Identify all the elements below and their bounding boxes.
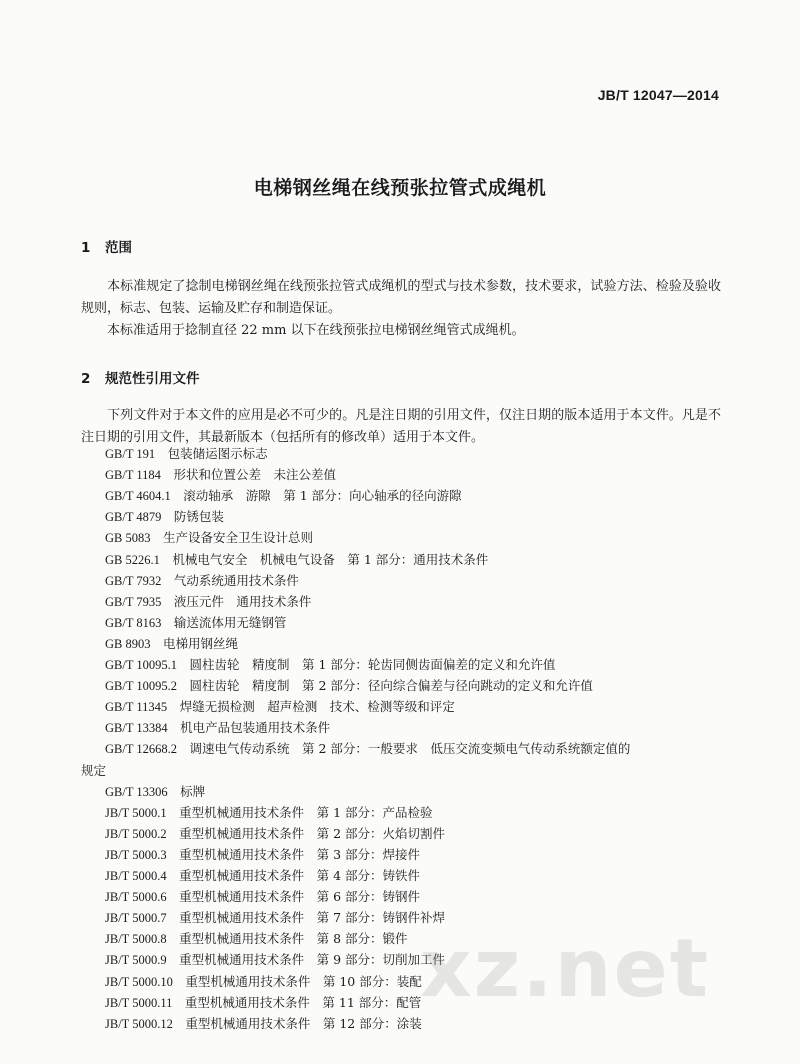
reference-title: 重型机械通用技术条件 第 10 部分：装配 bbox=[185, 973, 422, 989]
reference-title: 圆柱齿轮 精度制 第 1 部分：轮齿同侧齿面偏差的定义和允许值 bbox=[189, 657, 556, 672]
reference-title: 重型机械通用技术条件 第 1 部分：产品检验 bbox=[179, 804, 433, 820]
section-number: 2 bbox=[81, 371, 91, 387]
reference-code: GB/T 7932 bbox=[105, 573, 162, 588]
reference-title: 输送流体用无缝钢管 bbox=[173, 614, 287, 630]
reference-code: GB 8903 bbox=[105, 636, 151, 651]
reference-code: GB/T 10095.2 bbox=[105, 679, 177, 694]
section-2-heading bbox=[81, 367, 200, 387]
reference-code: GB/T 191 bbox=[105, 447, 156, 461]
reference-item bbox=[105, 613, 286, 631]
reference-title: 包装储运图示标志 bbox=[167, 446, 268, 461]
reference-title: 标牌 bbox=[180, 783, 206, 799]
reference-code: GB/T 7935 bbox=[105, 594, 162, 609]
reference-title: 机电产品包装通用技术条件 bbox=[180, 720, 331, 736]
reference-title: 圆柱齿轮 精度制 第 2 部分：径向综合偏差与径向跳动的定义和允许值 bbox=[189, 678, 593, 694]
reference-title: 重型机械通用技术条件 第 6 部分：铸钢件 bbox=[179, 889, 421, 905]
section-number: 1 bbox=[81, 240, 91, 256]
reference-code: JB/T 5000.3 bbox=[105, 847, 167, 862]
reference-title: 液压元件 通用技术条件 bbox=[173, 593, 312, 609]
reference-code: JB/T 5000.12 bbox=[105, 1016, 173, 1031]
reference-code: GB/T 13384 bbox=[105, 721, 168, 736]
section-title: 规范性引用文件 bbox=[105, 371, 200, 387]
reference-title: 重型机械通用技术条件 第 7 部分：铸钢件补焊 bbox=[179, 910, 446, 926]
reference-code: JB/T 5000.2 bbox=[105, 826, 167, 841]
reference-title-continuation: 规定 bbox=[81, 762, 107, 778]
reference-title: 重型机械通用技术条件 第 9 部分：切削加工件 bbox=[179, 952, 446, 968]
reference-item bbox=[105, 465, 336, 483]
reference-item bbox=[105, 550, 488, 568]
reference-title: 重型机械通用技术条件 第 11 部分：配管 bbox=[184, 994, 422, 1010]
reference-code: JB/T 5000.7 bbox=[105, 911, 167, 926]
reference-item bbox=[105, 803, 433, 821]
document-title: 电梯钢丝绳在线预张拉管式成绳机 bbox=[253, 177, 547, 199]
reference-code: GB/T 4879 bbox=[105, 510, 162, 525]
reference-code: GB 5226.1 bbox=[105, 552, 160, 567]
reference-title: 焊缝无损检测 超声检测 技术、检测等级和评定 bbox=[179, 699, 455, 715]
reference-item bbox=[105, 718, 330, 736]
reference-title: 防锈包装 bbox=[173, 509, 224, 525]
paragraph-text: 下列文件对于本文件的应用是必不可少的。凡是注日期的引用文件，仅注日期的版本适用于本文件。凡是不注日期的引用文件，其最新版本（包括所有的修改单）适用于本文件。 bbox=[81, 408, 721, 445]
reference-item bbox=[105, 571, 299, 589]
reference-code: GB/T 4604.1 bbox=[105, 489, 171, 504]
scope-paragraph-1 bbox=[81, 276, 721, 320]
standard-code: JB/T 12047—2014 bbox=[597, 87, 719, 103]
reference-item bbox=[105, 887, 420, 905]
reference-code: JB/T 5000.6 bbox=[105, 890, 167, 905]
reference-title: 重型机械通用技术条件 第 12 部分：涂装 bbox=[185, 1015, 422, 1031]
reference-code: JB/T 5000.8 bbox=[105, 932, 167, 947]
reference-item bbox=[105, 1014, 422, 1032]
reference-item bbox=[105, 950, 445, 968]
reference-code: GB/T 12668.2 bbox=[105, 742, 177, 757]
reference-title: 气动系统通用技术条件 bbox=[173, 572, 299, 588]
section-title: 范围 bbox=[105, 240, 132, 256]
reference-title: 形状和位置公差 未注公差值 bbox=[173, 467, 336, 483]
reference-item bbox=[105, 697, 455, 715]
reference-title: 生产设备安全卫生设计总则 bbox=[163, 530, 314, 546]
reference-title: 调速电气传动系统 第 2 部分：一般要求 低压交流变频电气传动系统额定值的 bbox=[189, 741, 631, 757]
reference-item bbox=[105, 676, 593, 694]
reference-item bbox=[105, 866, 420, 884]
reference-title: 重型机械通用技术条件 第 2 部分：火焰切割件 bbox=[179, 825, 446, 841]
reference-title: 电梯用钢丝绳 bbox=[163, 635, 239, 651]
reference-code: GB 5083 bbox=[105, 531, 151, 546]
reference-code: JB/T 5000.1 bbox=[105, 805, 167, 820]
reference-code: GB/T 11345 bbox=[105, 700, 168, 715]
reference-title: 机械电气安全 机械电气设备 第 1 部分：通用技术条件 bbox=[172, 551, 489, 567]
reference-item bbox=[105, 929, 408, 947]
reference-item bbox=[105, 655, 555, 673]
reference-item bbox=[105, 739, 630, 757]
reference-item bbox=[105, 507, 224, 525]
reference-item bbox=[105, 845, 420, 863]
reference-code: GB/T 8163 bbox=[105, 615, 162, 630]
reference-item bbox=[105, 972, 422, 990]
reference-code: GB/T 13306 bbox=[105, 784, 168, 799]
reference-code: JB/T 5000.4 bbox=[105, 869, 167, 883]
watermark: xz.net bbox=[420, 922, 711, 1015]
reference-title: 重型机械通用技术条件 第 4 部分：铸铁件 bbox=[179, 868, 421, 883]
reference-item bbox=[105, 824, 445, 842]
paragraph-text: 本标准适用于捻制直径 22 mm 以下在线预张拉电梯钢丝绳管式成绳机。 bbox=[107, 323, 525, 338]
reference-title: 滚动轴承 游隙 第 1 部分：向心轴承的径向游隙 bbox=[183, 488, 462, 504]
reference-item bbox=[105, 528, 313, 546]
reference-item bbox=[105, 908, 445, 926]
paragraph-text: 本标准规定了捻制电梯钢丝绳在线预张拉管式成绳机的型式与技术参数，技术要求，试验方法、检验及验收规则，标志、包装、运输及贮存和制造保证。 bbox=[81, 279, 721, 316]
reference-code: JB/T 5000.10 bbox=[105, 974, 173, 989]
reference-title: 重型机械通用技术条件 第 8 部分：锻件 bbox=[179, 931, 408, 947]
reference-code: JB/T 5000.9 bbox=[105, 953, 167, 968]
reference-item bbox=[105, 634, 238, 652]
reference-item bbox=[105, 993, 421, 1011]
reference-code: GB/T 10095.1 bbox=[105, 658, 177, 672]
reference-item bbox=[105, 782, 205, 800]
reference-title: 重型机械通用技术条件 第 3 部分：焊接件 bbox=[179, 846, 421, 862]
reference-item bbox=[105, 486, 462, 504]
references-intro-paragraph bbox=[81, 405, 721, 449]
reference-code: JB/T 5000.11 bbox=[105, 995, 173, 1010]
reference-code: GB/T 1184 bbox=[105, 468, 161, 483]
reference-item bbox=[105, 444, 268, 462]
reference-item bbox=[105, 592, 311, 610]
scope-paragraph-2 bbox=[81, 320, 721, 342]
section-1-heading bbox=[81, 236, 132, 256]
